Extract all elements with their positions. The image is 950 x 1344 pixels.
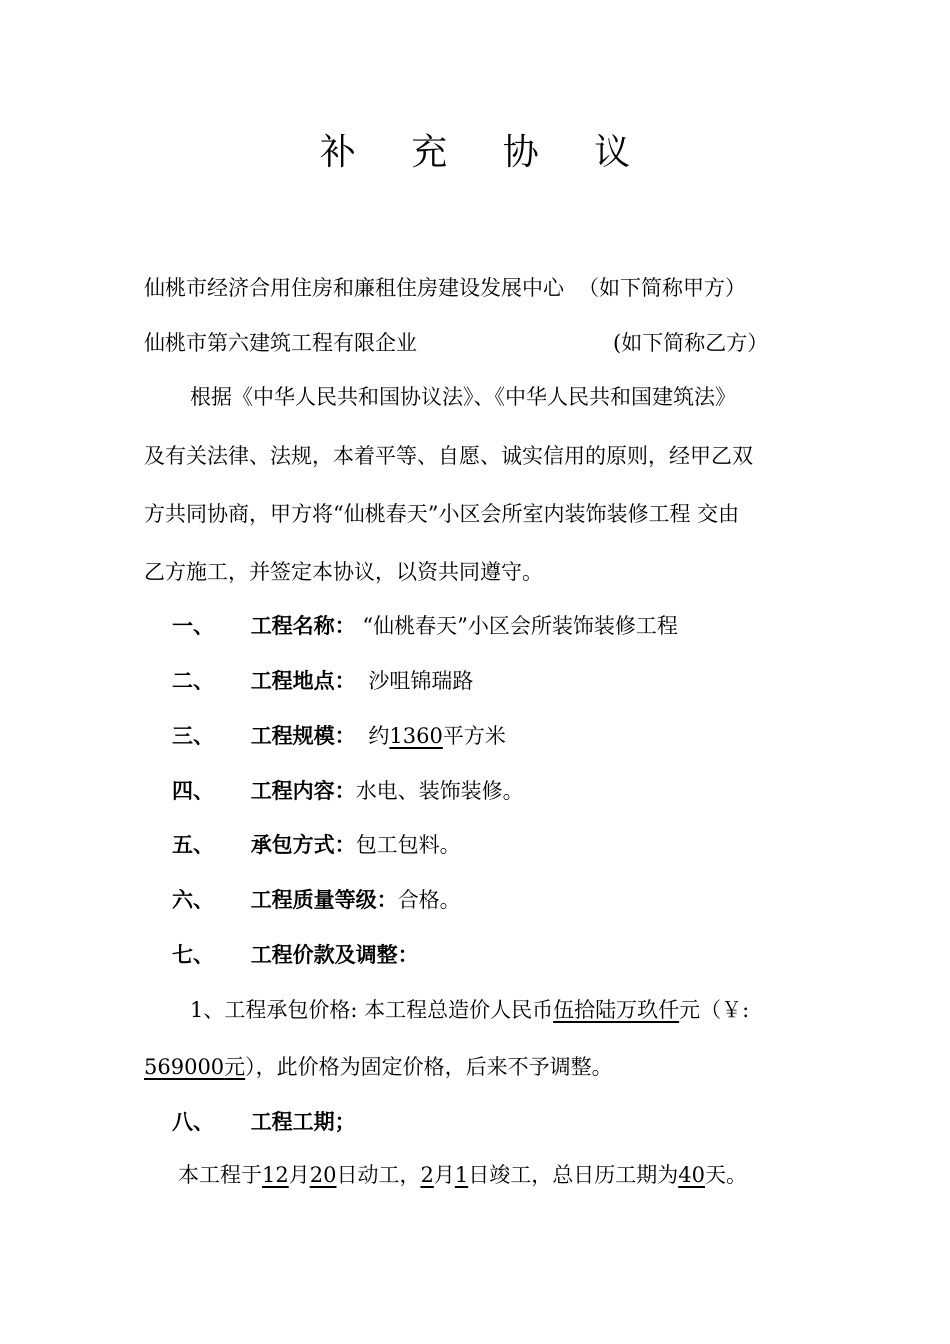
- item-value: 包工包料。: [355, 833, 461, 857]
- item-value-prefix: 约: [368, 724, 390, 748]
- schedule-text: 月: [288, 1163, 310, 1187]
- party-a-name: 仙桃市经济合用住房和廉租住房建设发展中心: [144, 276, 564, 300]
- item-value: 水电、装饰装修。: [355, 779, 524, 803]
- item-value-area: 1360: [389, 724, 443, 748]
- intro-line-3: 方共同协商，甲方将“仙桃春天”小区会所室内装饰装修工程 交由: [144, 502, 740, 526]
- item-value: 合格。: [397, 888, 461, 912]
- start-day: 20: [309, 1163, 337, 1187]
- schedule-text: 日动工，: [336, 1163, 421, 1187]
- schedule-text: 本工程于: [178, 1163, 262, 1187]
- item-label: 工程名称：: [250, 614, 356, 638]
- item-contract-method: [172, 830, 461, 860]
- end-month: 2: [420, 1163, 434, 1187]
- page-title: 补 充 协 议: [319, 132, 653, 173]
- price-amount-words: 伍拾陆万玖仟: [553, 998, 680, 1022]
- price-prefix: 1、工程承包价格: 本工程总造价人民币: [190, 998, 554, 1022]
- intro-line-1: 根据《中华人民共和国协议法》、《中华人民共和国建筑法》: [190, 385, 736, 409]
- item-project-content: [172, 776, 524, 806]
- schedule-text: 天。: [704, 1163, 747, 1187]
- item-label: 工程地点：: [250, 669, 356, 693]
- intro-line-4: 乙方施工，并签定本协议，以资共同遵守。: [144, 560, 543, 584]
- item-label: 工程价款及调整：: [250, 943, 419, 967]
- party-a-note: （如下简称甲方）: [578, 276, 746, 300]
- party-a-line: [144, 273, 746, 303]
- party-b-line: [144, 328, 417, 358]
- start-month: 12: [262, 1163, 289, 1187]
- price-line-1: [190, 995, 749, 1025]
- item-number: 五、: [172, 833, 214, 857]
- party-b-note: (如下简称乙方）: [613, 331, 769, 355]
- schedule-text: 月: [433, 1163, 455, 1187]
- item-number: 六、: [172, 888, 214, 912]
- item-label: 工程规模：: [250, 724, 356, 748]
- item-value: “仙桃春天”小区会所装饰装修工程: [362, 614, 678, 638]
- total-days: 40: [678, 1163, 705, 1187]
- party-b-name: 仙桃市第六建筑工程有限企业: [144, 331, 417, 355]
- item-label: 工程工期；: [250, 1110, 356, 1134]
- intro-line-2: 及有关法律、法规，本着平等、自愿、诚实信用的原则，经甲乙双: [144, 444, 753, 468]
- item-number: 一、: [172, 614, 214, 638]
- item-number: 四、: [172, 779, 214, 803]
- schedule-line: [178, 1160, 747, 1190]
- item-number: 七、: [172, 943, 214, 967]
- item-label: 工程内容：: [250, 779, 356, 803]
- price-amount-unit: 元: [224, 1055, 246, 1079]
- item-number: 三、: [172, 724, 214, 748]
- item-value: 沙咀锦瑞路: [368, 669, 474, 693]
- price-amount-number: 569000: [144, 1055, 225, 1079]
- price-suffix: ），此价格为固定价格，后来不予调整。: [245, 1055, 613, 1079]
- price-line-2: [144, 1052, 613, 1082]
- item-number: 八、: [172, 1110, 214, 1134]
- item-schedule: [172, 1107, 356, 1137]
- item-label: 工程质量等级：: [250, 888, 398, 912]
- end-day: 1: [454, 1163, 469, 1187]
- item-label: 承包方式：: [250, 833, 356, 857]
- item-project-location: [172, 666, 473, 696]
- item-project-scale: [172, 721, 506, 751]
- item-quality-grade: [172, 885, 461, 915]
- item-price-adjustment: [172, 940, 419, 970]
- item-value-unit: 平方米: [442, 724, 506, 748]
- item-project-name: [172, 611, 678, 641]
- item-number: 二、: [172, 669, 214, 693]
- schedule-text: 日竣工，总日历工期为: [468, 1163, 679, 1187]
- price-mid: 元（￥:: [679, 998, 750, 1022]
